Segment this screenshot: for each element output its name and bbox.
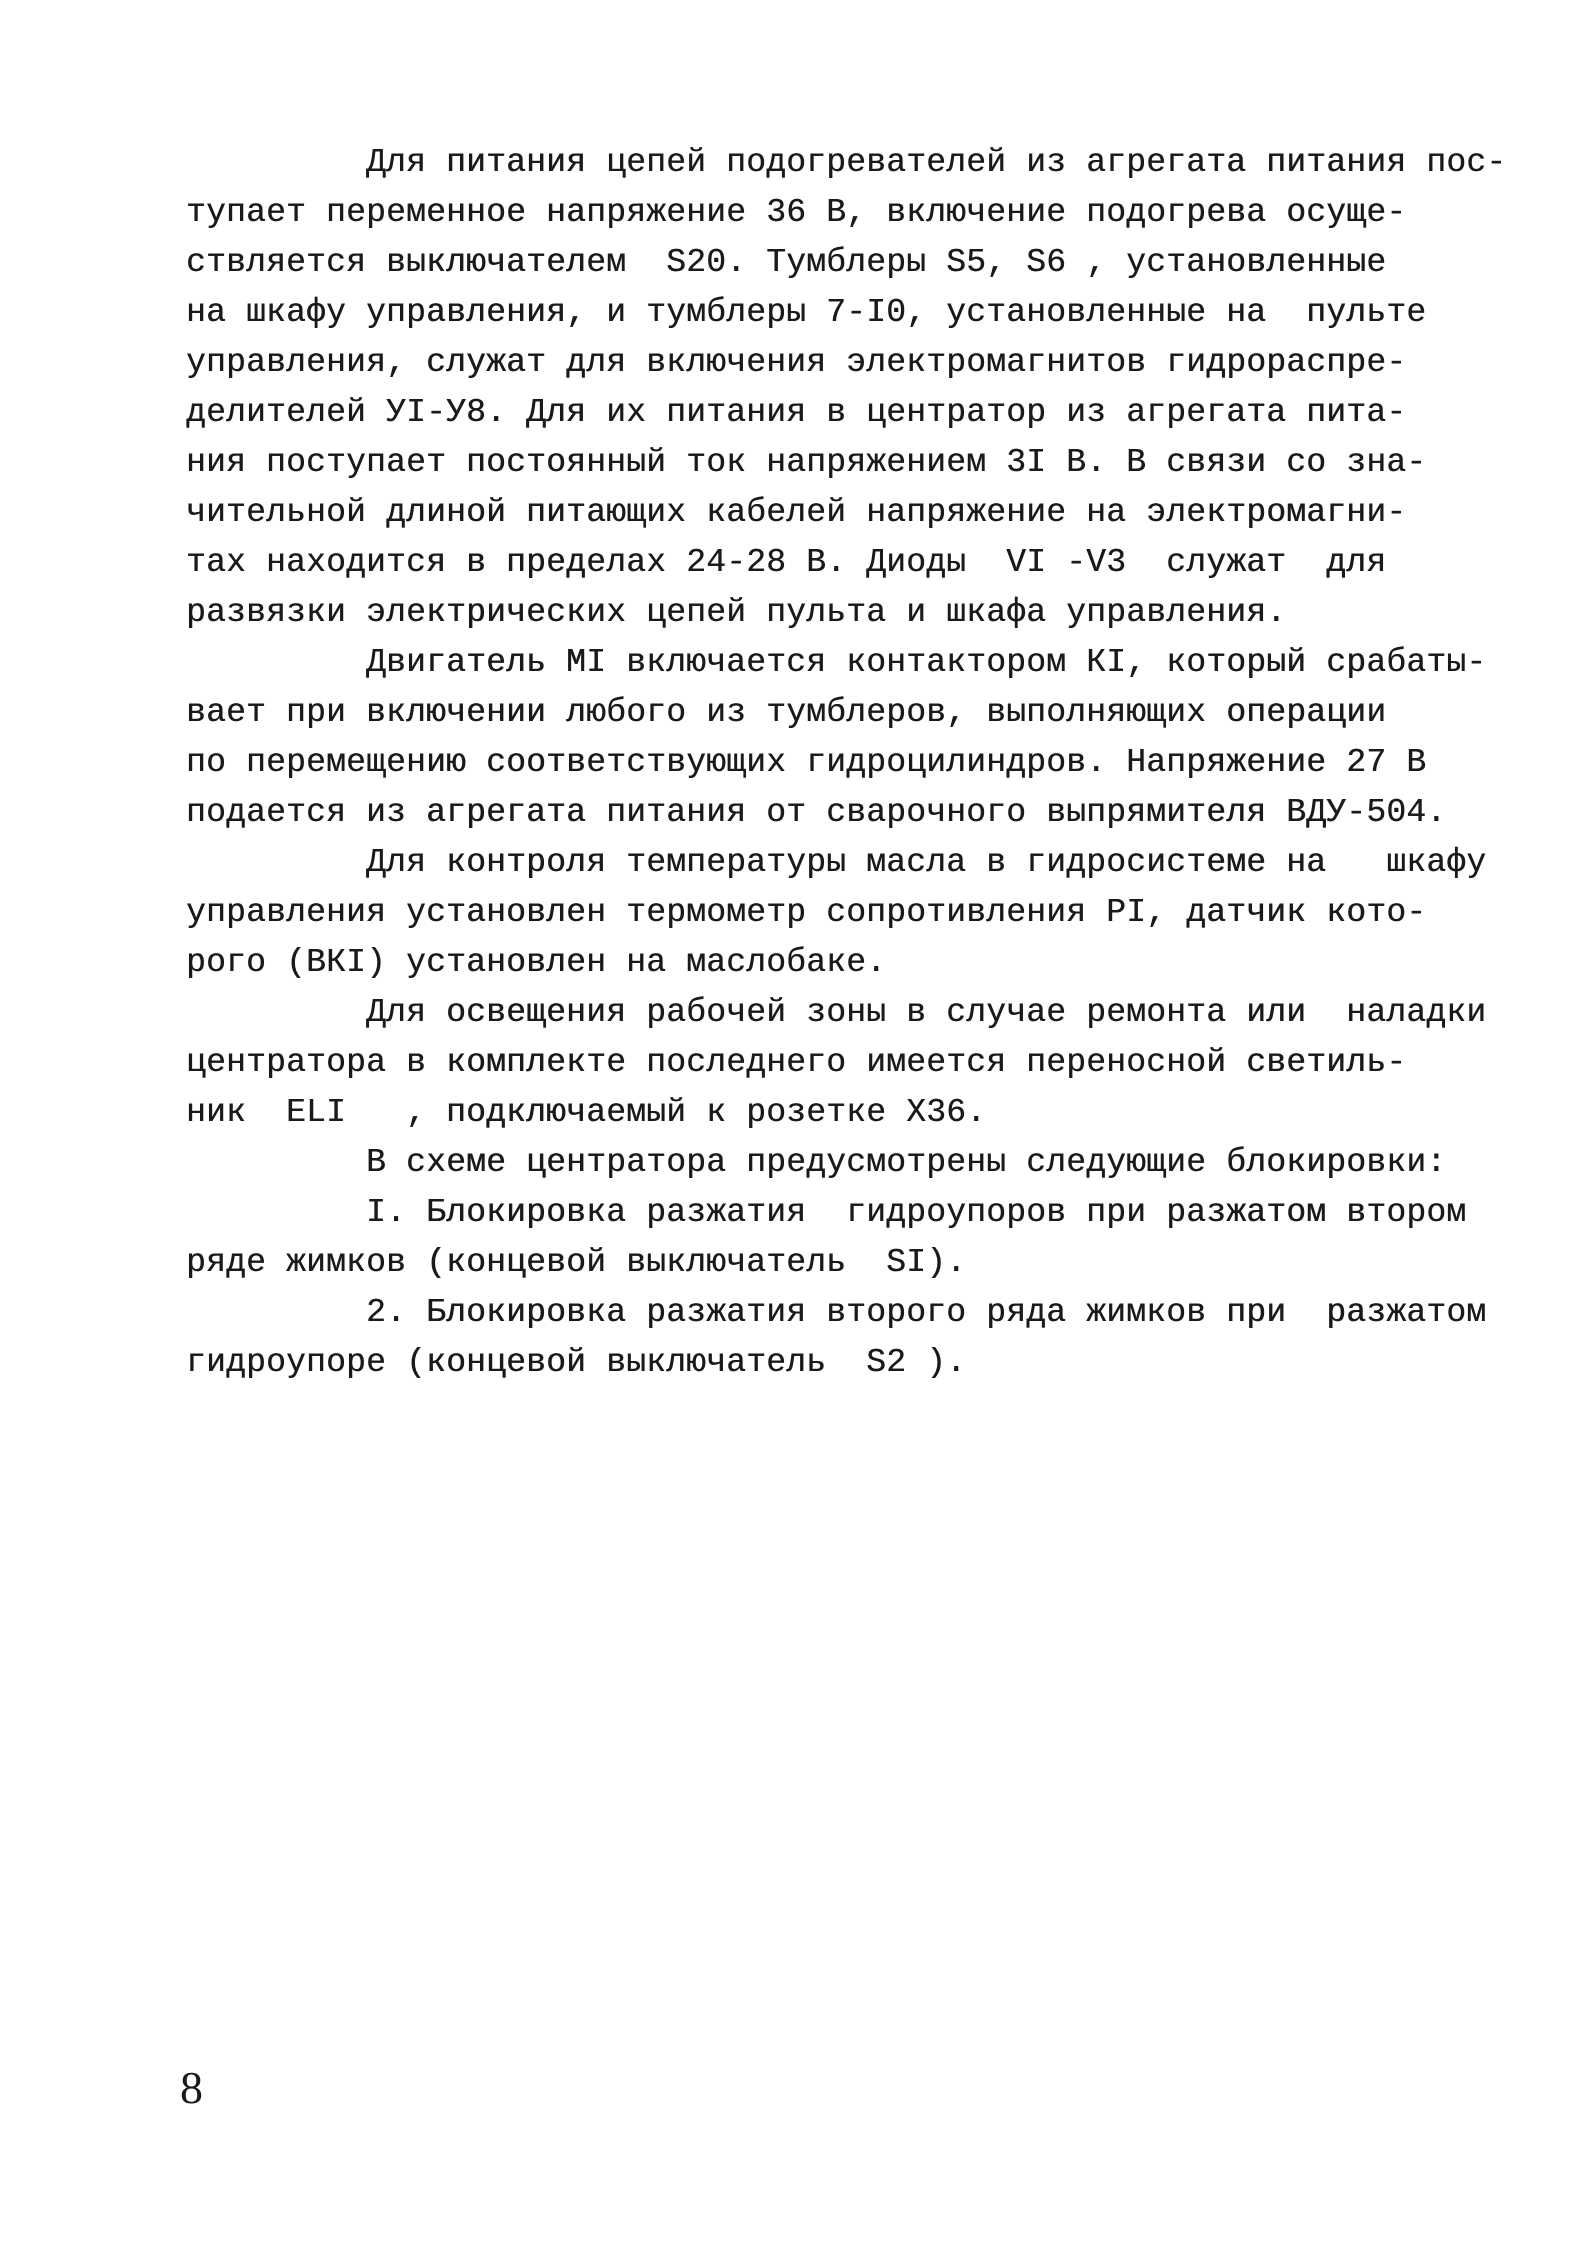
text-line: Двигатель МI включается контактором КI, который срабаты-	[186, 644, 1487, 681]
text-line: ник ЕLI , подключаемый к розетке Х36.	[186, 1094, 987, 1131]
text-line: В схеме центратора предусмотрены следующие блокировки:	[186, 1144, 1447, 1181]
text-line: чительной длиной питающих кабелей напряжение на электромагни-	[186, 494, 1407, 531]
text-line: ствляется выключателем S20. Тумблеры S5, S6 , установленные	[186, 244, 1387, 281]
text-line: рого (ВКI) установлен на маслобаке.	[186, 944, 887, 981]
text-line: управления установлен термометр сопротивления РI, датчик кото-	[186, 894, 1427, 931]
text-line: управления, служат для включения электромагнитов гидрораспре-	[186, 344, 1407, 381]
text-line: по перемещению соответствующих гидроцилиндров. Напряжение 27 В	[186, 744, 1427, 781]
text-line: 2. Блокировка разжатия второго ряда жимков при разжатом	[186, 1294, 1487, 1331]
body-text	[186, 138, 1507, 1388]
text-line: тупает переменное напряжение 36 В, включение подогрева осуще-	[186, 194, 1407, 231]
text-line: подается из агрегата питания от сварочного выпрямителя ВДУ-504.	[186, 794, 1447, 831]
text-line: I. Блокировка разжатия гидроупоров при разжатом втором	[186, 1194, 1467, 1231]
text-line: Для питания цепей подогревателей из агрегата питания пос-	[186, 144, 1507, 181]
text-line: ния поступает постоянный ток напряжением 3I В. В связи со зна-	[186, 444, 1427, 481]
text-line: вает при включении любого из тумблеров, выполняющих операции	[186, 694, 1387, 731]
text-line: Для контроля температуры масла в гидросистеме на шкафу	[186, 844, 1487, 881]
page-number: 8	[180, 2062, 203, 2113]
text-line: делителей УI-У8. Для их питания в центратор из агрегата пита-	[186, 394, 1407, 431]
text-line: развязки электрических цепей пульта и шкафа управления.	[186, 594, 1287, 631]
text-line: центратора в комплекте последнего имеется переносной светиль-	[186, 1044, 1407, 1081]
text-line: тах находится в пределах 24-28 В. Диоды VI -V3 служат для	[186, 544, 1387, 581]
text-line: гидроупоре (концевой выключатель S2 ).	[186, 1344, 967, 1381]
text-line: Для освещения рабочей зоны в случае ремонта или наладки	[186, 994, 1487, 1031]
text-line: ряде жимков (концевой выключатель SI).	[186, 1244, 967, 1281]
text-line: на шкафу управления, и тумблеры 7-I0, установленные на пульте	[186, 294, 1427, 331]
